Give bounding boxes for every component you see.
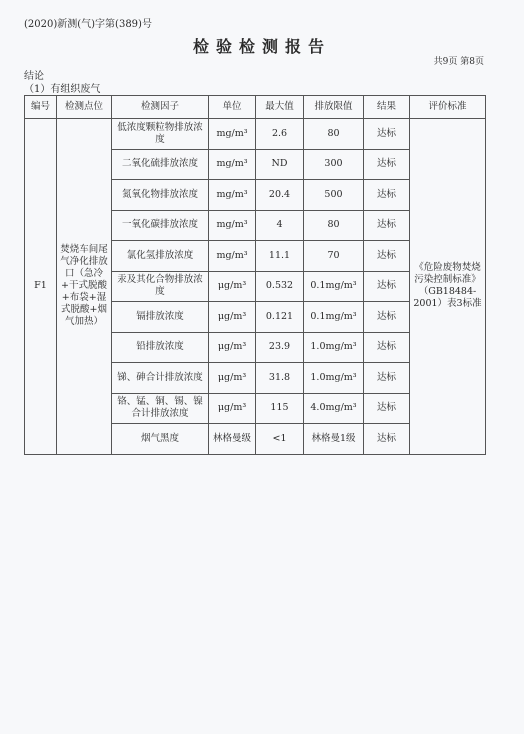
- result-cell: 达标: [364, 363, 410, 394]
- unit-cell: mg/m³: [209, 149, 256, 180]
- factor-cell: 铬、锰、铜、锡、镍合计排放浓度: [112, 393, 209, 424]
- result-cell: 达标: [364, 241, 410, 272]
- col-header-factor: 检测因子: [112, 96, 209, 119]
- factor-cell: 二氧化硫排放浓度: [112, 149, 209, 180]
- result-cell: 达标: [364, 119, 410, 150]
- factor-cell: 汞及其化合物排放浓度: [112, 271, 209, 302]
- factor-cell: 镉排放浓度: [112, 302, 209, 333]
- limit-cell: 70: [304, 241, 364, 272]
- unit-cell: mg/m³: [209, 241, 256, 272]
- max-value-cell: <1: [256, 424, 304, 455]
- table-row: [25, 119, 486, 150]
- max-value-cell: ND: [256, 149, 304, 180]
- col-header-id: 编号: [25, 96, 57, 119]
- col-header-result: 结果: [364, 96, 410, 119]
- factor-cell: 氯化氢排放浓度: [112, 241, 209, 272]
- unit-cell: μg/m³: [209, 363, 256, 394]
- location-cell: 焚烧车间尾气净化排放口（急冷+干式脱酸+布袋+湿式脱酸+烟气加热）: [57, 119, 112, 455]
- unit-cell: mg/m³: [209, 180, 256, 211]
- result-cell: 达标: [364, 210, 410, 241]
- col-header-location: 检测点位: [57, 96, 112, 119]
- section-label: 结论: [24, 71, 44, 82]
- limit-cell: 林格曼1级: [304, 424, 364, 455]
- factor-cell: 低浓度颗粒物排放浓度: [112, 119, 209, 150]
- max-value-cell: 23.9: [256, 332, 304, 363]
- col-header-max: 最大值: [256, 96, 304, 119]
- col-header-limit: 排放限值: [304, 96, 364, 119]
- document-number: (2020)新测(气)字第(389)号: [24, 19, 152, 30]
- max-value-cell: 31.8: [256, 363, 304, 394]
- official-seal-stamp: [503, 322, 523, 402]
- factor-cell: 氮氧化物排放浓度: [112, 180, 209, 211]
- col-header-standard: 评价标准: [410, 96, 486, 119]
- emission-results-table: [24, 95, 486, 455]
- sample-id-cell: F1: [25, 119, 57, 455]
- unit-cell: 林格曼级: [209, 424, 256, 455]
- factor-cell: 一氧化碳排放浓度: [112, 210, 209, 241]
- max-value-cell: 115: [256, 393, 304, 424]
- page-info: 共9页 第8页: [433, 57, 484, 67]
- limit-cell: 1.0mg/m³: [304, 332, 364, 363]
- report-title: 检验检测报告: [192, 37, 331, 56]
- max-value-cell: 0.532: [256, 271, 304, 302]
- factor-cell: 铅排放浓度: [112, 332, 209, 363]
- col-header-unit: 单位: [209, 96, 256, 119]
- table-header-row: [25, 96, 486, 119]
- standard-cell: 《危险废物焚烧污染控制标准》（GB18484-2001）表3标准: [410, 119, 486, 455]
- limit-cell: 0.1mg/m³: [304, 271, 364, 302]
- result-cell: 达标: [364, 302, 410, 333]
- limit-cell: 300: [304, 149, 364, 180]
- unit-cell: μg/m³: [209, 332, 256, 363]
- unit-cell: μg/m³: [209, 393, 256, 424]
- limit-cell: 1.0mg/m³: [304, 363, 364, 394]
- factor-cell: 烟气黑度: [112, 424, 209, 455]
- result-cell: 达标: [364, 180, 410, 211]
- result-cell: 达标: [364, 424, 410, 455]
- unit-cell: μg/m³: [209, 302, 256, 333]
- limit-cell: 500: [304, 180, 364, 211]
- max-value-cell: 20.4: [256, 180, 304, 211]
- result-cell: 达标: [364, 149, 410, 180]
- unit-cell: μg/m³: [209, 271, 256, 302]
- result-cell: 达标: [364, 393, 410, 424]
- subsection-label: （1）有组织废气: [24, 84, 101, 95]
- max-value-cell: 11.1: [256, 241, 304, 272]
- unit-cell: mg/m³: [209, 210, 256, 241]
- result-cell: 达标: [364, 332, 410, 363]
- max-value-cell: 0.121: [256, 302, 304, 333]
- result-cell: 达标: [364, 271, 410, 302]
- limit-cell: 0.1mg/m³: [304, 302, 364, 333]
- unit-cell: mg/m³: [209, 119, 256, 150]
- limit-cell: 80: [304, 210, 364, 241]
- limit-cell: 4.0mg/m³: [304, 393, 364, 424]
- limit-cell: 80: [304, 119, 364, 150]
- max-value-cell: 4: [256, 210, 304, 241]
- factor-cell: 锑、砷合计排放浓度: [112, 363, 209, 394]
- max-value-cell: 2.6: [256, 119, 304, 150]
